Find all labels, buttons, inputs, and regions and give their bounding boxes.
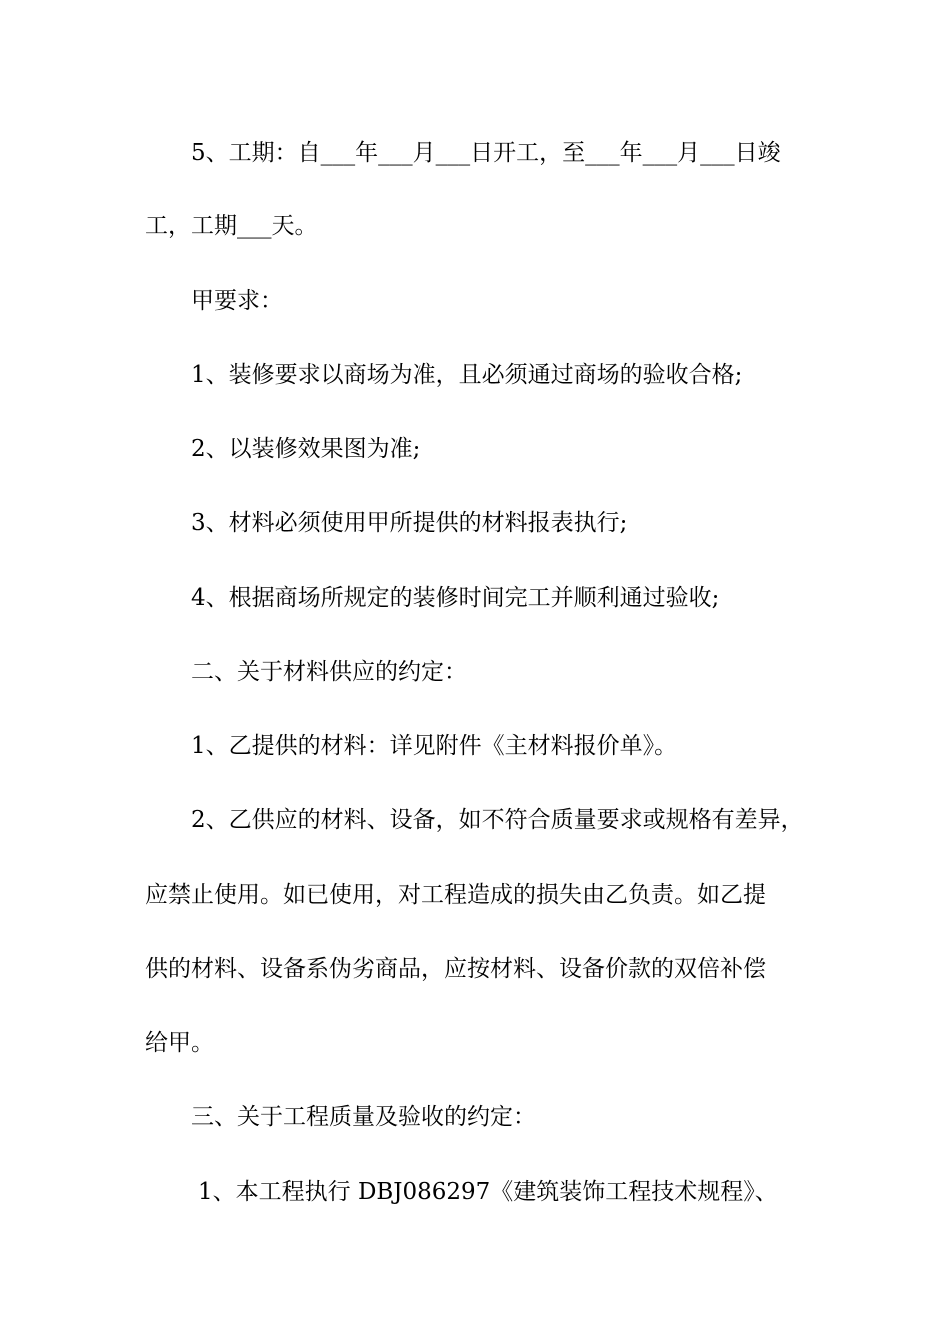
paragraph-line-13: 给甲。: [145, 1030, 214, 1056]
paragraph-line-2: 工，工期___天。: [145, 213, 318, 239]
paragraph-line-5: 2、以装修效果图为准;: [191, 436, 421, 462]
paragraph-line-11: 应禁止使用。如已使用，对工程造成的损失由乙负责。如乙提: [145, 882, 766, 908]
paragraph-line-14: 三、关于工程质量及验收的约定：: [191, 1104, 536, 1130]
paragraph-line-12: 供的材料、设备系伪劣商品，应按材料、设备价款的双倍补偿: [145, 956, 766, 982]
paragraph-line-4: 1、装修要求以商场为准，且必须通过商场的验收合格;: [191, 362, 743, 388]
paragraph-line-1: 5、工期：自___年___月___日开工，至___年___月___日竣: [191, 140, 781, 166]
paragraph-line-3: 甲要求：: [191, 288, 283, 314]
paragraph-line-6: 3、材料必须使用甲所提供的材料报表执行;: [191, 510, 628, 536]
paragraph-line-9: 1、乙提供的材料：详见附件《主材料报价单》。: [191, 733, 678, 759]
paragraph-line-8: 二、关于材料供应的约定：: [191, 659, 467, 685]
paragraph-line-7: 4、根据商场所规定的装修时间完工并顺利通过验收;: [191, 585, 720, 611]
paragraph-line-10: 2、乙供应的材料、设备，如不符合质量要求或规格有差异，: [191, 807, 804, 833]
paragraph-line-15: 1、本工程执行 DBJ086297《建筑装饰工程技术规程》、: [198, 1179, 778, 1205]
